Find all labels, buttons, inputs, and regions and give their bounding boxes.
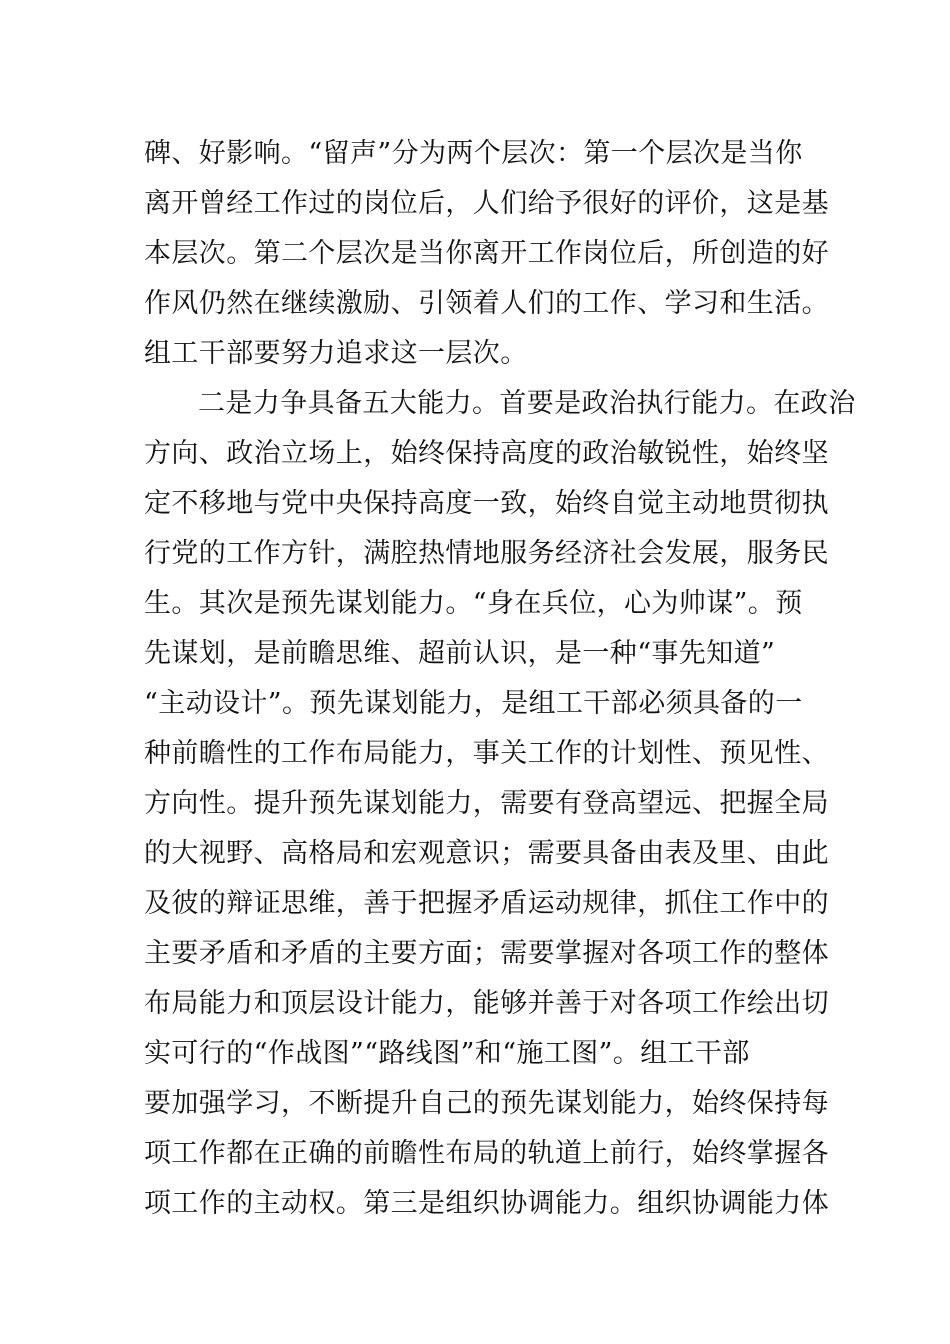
text-line: 布局能力和顶层设计能力，能够并善于对各项工作绘出切 [144,988,829,1019]
text-line: 项工作都在正确的前瞻性布局的轨道上前行，始终掌握各 [144,1138,829,1169]
paragraph-first-line: 二是力争具备五大能力。首要是政治执行能力。在政治 [198,388,856,419]
text-line: 的大视野、高格局和宏观意识；需要具备由表及里、由此 [144,838,829,869]
text-line: 项工作的主动权。第三是组织协调能力。组织协调能力体 [144,1188,829,1219]
text-line: 行党的工作方针，满腔热情地服务经济社会发展，服务民 [144,538,829,569]
text-line: 种前瞻性的工作布局能力，事关工作的计划性、预见性、 [144,738,829,769]
text-line: 先谋划，是前瞻思维、超前认识，是一种“事先知道” [144,638,776,669]
text-line: 作风仍然在继续激励、引领着人们的工作、学习和生活。 [144,288,829,319]
text-line: 本层次。第二个层次是当你离开工作岗位后，所创造的好 [144,238,829,269]
text-line: 组工干部要努力追求这一层次。 [144,338,528,369]
text-line: 实可行的“作战图”“路线图”和“施工图”。组工干部 [144,1038,750,1069]
text-line: 及彼的辩证思维，善于把握矛盾运动规律，抓住工作中的 [144,888,829,919]
text-line: 方向、政治立场上，始终保持高度的政治敏锐性，始终坚 [144,438,829,469]
text-line: 主要矛盾和矛盾的主要方面；需要掌握对各项工作的整体 [144,938,829,969]
text-line: 碑、好影响。“留声”分为两个层次：第一个层次是当你 [144,138,803,169]
text-line: 方向性。提升预先谋划能力，需要有登高望远、把握全局 [144,788,829,819]
text-line: 离开曾经工作过的岗位后，人们给予很好的评价，这是基 [144,188,829,219]
text-line: 要加强学习，不断提升自己的预先谋划能力，始终保持每 [144,1088,829,1119]
body-text [144,129,856,1229]
text-line: 生。其次是预先谋划能力。“身在兵位，心为帅谋”。预 [144,588,803,619]
text-line: “主动设计”。预先谋划能力，是组工干部必须具备的一 [144,688,803,719]
text-line: 定不移地与党中央保持高度一致，始终自觉主动地贯彻执 [144,488,829,519]
